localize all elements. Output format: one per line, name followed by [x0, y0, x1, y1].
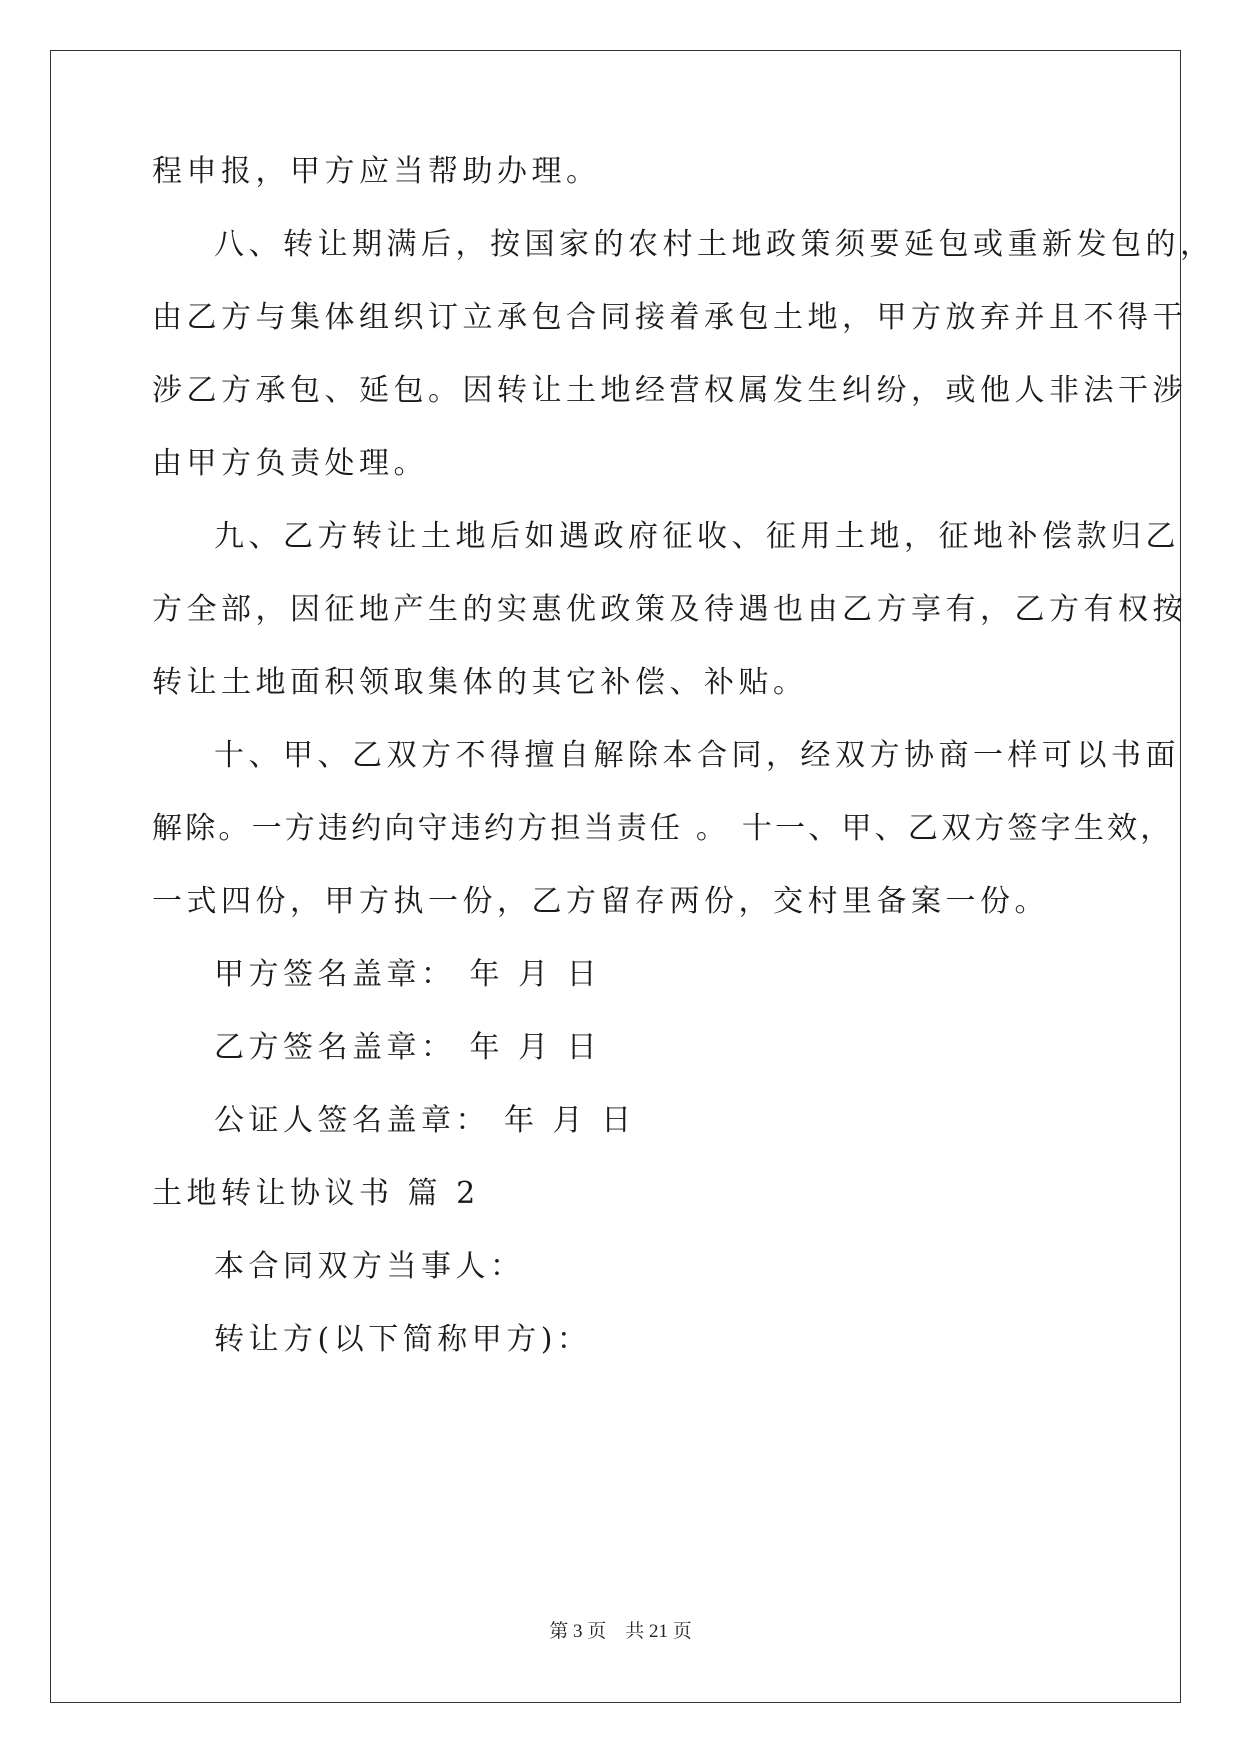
paragraph-line: 方全部，因征地产生的实惠优政策及待遇也由乙方享有，乙方有权按: [152, 592, 1187, 627]
paragraph-line: 十、甲、乙双方不得擅自解除本合同，经双方协商一样可以书面: [214, 738, 1180, 773]
paragraph-line: 转让方(以下简称甲方)：: [214, 1322, 592, 1357]
paragraph-line: 九、乙方转让土地后如遇政府征收、征用土地，征地补偿款归乙: [214, 519, 1180, 554]
section-heading: 土地转让协议书 篇 2: [152, 1176, 480, 1211]
signature-line-party-a: 甲方签名盖章： 年 月 日: [214, 957, 602, 992]
page-number-footer: 第 3 页 共 21 页: [549, 1621, 692, 1642]
paragraph-line: 解除。一方违约向守违约方担当责任 。 十一、甲、乙双方签字生效，: [152, 811, 1174, 846]
paragraph-line: 涉乙方承包、延包。因转让土地经营权属发生纠纷，或他人非法干涉: [152, 373, 1187, 408]
paragraph-line: 本合同双方当事人：: [214, 1249, 525, 1284]
paragraph-line: 程申报，甲方应当帮助办理。: [152, 154, 601, 189]
paragraph-line: 八、转让期满后，按国家的农村土地政策须要延包或重新发包的，: [214, 227, 1215, 262]
paragraph-line: 转让土地面积领取集体的其它补偿、补贴。: [152, 665, 808, 700]
paragraph-line: 由甲方负责处理。: [152, 446, 428, 481]
paragraph-line: 一式四份，甲方执一份，乙方留存两份，交村里备案一份。: [152, 884, 1049, 919]
paragraph-line: 由乙方与集体组织订立承包合同接着承包土地，甲方放弃并且不得干: [152, 300, 1187, 335]
signature-line-party-b: 乙方签名盖章： 年 月 日: [214, 1030, 602, 1065]
signature-line-notary: 公证人签名盖章： 年 月 日: [214, 1103, 636, 1138]
